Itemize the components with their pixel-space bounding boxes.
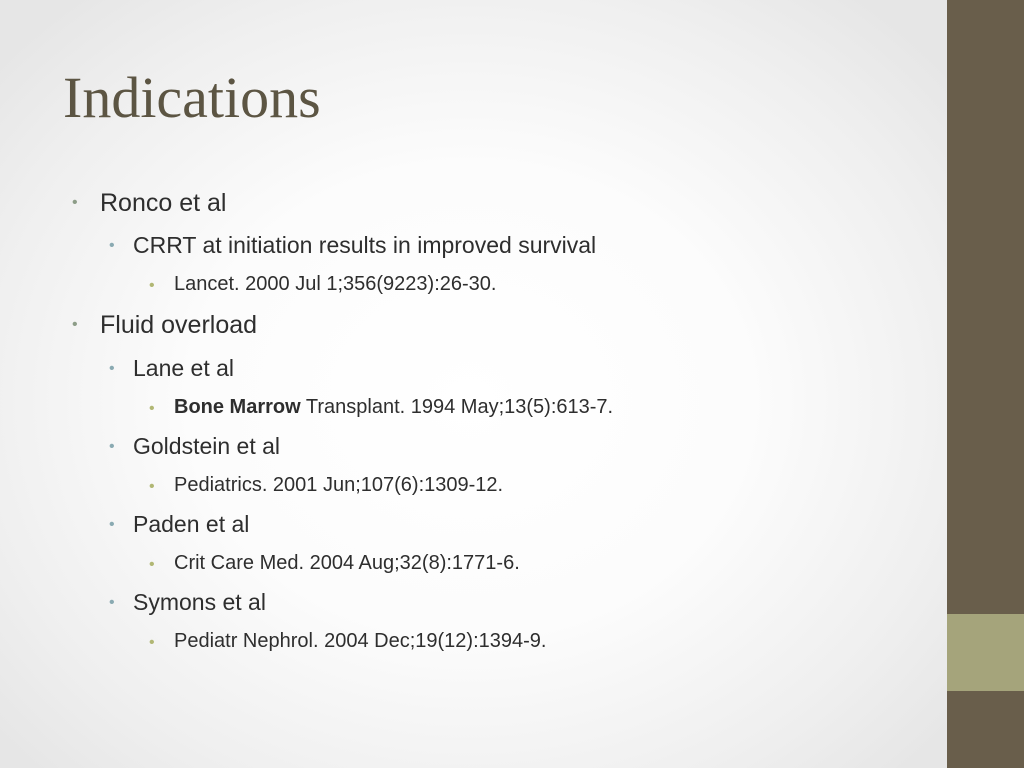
bullet-dot-icon: •: [149, 633, 155, 651]
bullet-item: [149, 630, 547, 653]
bullet-dot-icon: •: [109, 593, 115, 611]
bullet-item: [149, 474, 504, 497]
bullet-text: Transplant. 1994 May;13(5):613-7.: [300, 396, 614, 418]
bullet-text: Goldstein et al: [133, 433, 281, 459]
bullet-dot-icon: •: [149, 399, 155, 417]
bullet-dot-icon: •: [149, 477, 155, 495]
bullet-text: Pediatrics. 2001 Jun;107(6):1309-12.: [174, 474, 504, 496]
bullet-item: [72, 311, 258, 340]
bullet-dot-icon: •: [109, 515, 115, 533]
bullet-dot-icon: •: [149, 276, 155, 294]
bullet-dot-icon: •: [109, 437, 115, 455]
bullet-text: Ronco et al: [100, 189, 227, 217]
bullet-item: [109, 355, 235, 382]
bullet-bold-text: Bone Marrow: [174, 396, 301, 418]
bullet-dot-icon: •: [109, 236, 115, 254]
bullet-item: [109, 589, 266, 616]
bullet-text: Paden et al: [133, 511, 250, 537]
bullet-text: Lane et al: [133, 355, 235, 381]
bullet-text: Crit Care Med. 2004 Aug;32(8):1771-6.: [174, 552, 520, 574]
bullet-dot-icon: •: [72, 315, 78, 333]
bullet-dot-icon: •: [72, 193, 78, 211]
bullet-dot-icon: •: [109, 359, 115, 377]
bullet-item: [149, 396, 614, 419]
decorative-side-bar-accent: [947, 614, 1024, 691]
bullet-text: Pediatr Nephrol. 2004 Dec;19(12):1394-9.: [174, 630, 547, 652]
bullet-item: [72, 189, 227, 218]
bullet-text: Fluid overload: [100, 311, 258, 339]
bullet-text: Lancet. 2000 Jul 1;356(9223):26-30.: [174, 273, 497, 295]
bullet-text: CRRT at initiation results in improved survival: [133, 232, 597, 258]
bullet-text: Symons et al: [133, 589, 266, 615]
bullet-item: [109, 232, 597, 259]
slide-title: Indications: [63, 65, 321, 130]
bullet-item: [149, 273, 497, 296]
bullet-dot-icon: •: [149, 555, 155, 573]
bullet-item: [109, 511, 250, 538]
bullet-item: [109, 433, 281, 460]
bullet-item: [149, 552, 520, 575]
